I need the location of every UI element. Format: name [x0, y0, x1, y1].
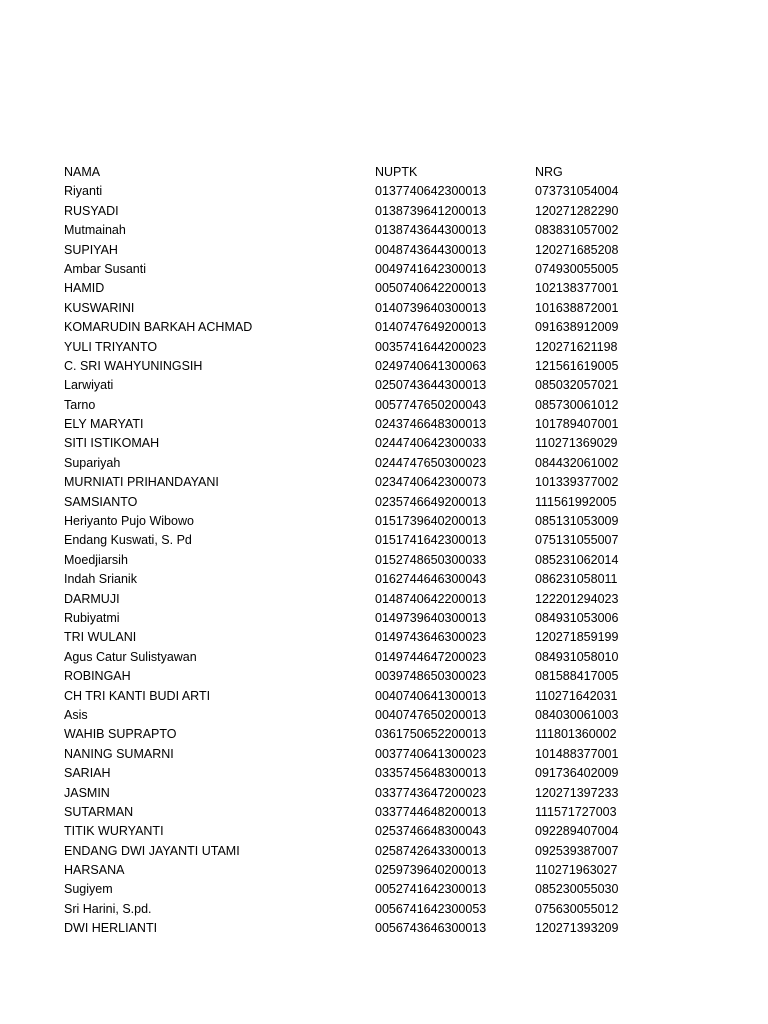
- cell-nrg: 085230055030: [535, 882, 619, 897]
- cell-nama: SARIAH: [64, 766, 111, 781]
- cell-nrg: 122201294023: [535, 591, 619, 606]
- cell-nama: SUTARMAN: [64, 804, 134, 819]
- cell-nama: Larwiyati: [64, 378, 114, 393]
- cell-nama: C. SRI WAHYUNINGSIH: [64, 358, 203, 373]
- cell-nrg: 085730061012: [535, 397, 619, 412]
- cell-nuptk: 0249740641300063: [375, 358, 487, 373]
- table-row: [64, 784, 744, 803]
- table-row: [64, 221, 744, 240]
- cell-nama: Endang Kuswati, S. Pd: [64, 533, 192, 548]
- table-row: [64, 434, 744, 453]
- cell-nuptk: 0335745648300013: [375, 766, 487, 781]
- cell-nuptk: 0250743644300013: [375, 378, 487, 393]
- cell-nama: Sugiyem: [64, 882, 113, 897]
- cell-nama: KOMARUDIN BARKAH ACHMAD: [64, 320, 253, 335]
- column-header-nuptk: NUPTK: [375, 165, 418, 179]
- table-row: [64, 415, 744, 434]
- cell-nuptk: 0244740642300033: [375, 436, 487, 451]
- table-row: [64, 357, 744, 376]
- cell-nuptk: 0151739640200013: [375, 514, 487, 529]
- cell-nuptk: 0052741642300013: [375, 882, 487, 897]
- cell-nama: YULI TRIYANTO: [64, 339, 158, 354]
- cell-nuptk: 0234740642300073: [375, 475, 487, 490]
- cell-nrg: 120271282290: [535, 203, 619, 218]
- table-body: [64, 182, 744, 938]
- cell-nuptk: 0152748650300033: [375, 552, 487, 567]
- cell-nrg: 084931058010: [535, 649, 619, 664]
- cell-nama: Riyanti: [64, 184, 103, 199]
- table-row: [64, 590, 744, 609]
- cell-nuptk: 0057747650200043: [375, 397, 487, 412]
- cell-nuptk: 0050740642200013: [375, 281, 487, 296]
- cell-nrg: 111801360002: [535, 727, 617, 742]
- cell-nrg: 085032057021: [535, 378, 619, 393]
- cell-nuptk: 0037740641300023: [375, 746, 487, 761]
- cell-nama: KUSWARINI: [64, 300, 135, 315]
- cell-nrg: 121561619005: [535, 358, 619, 373]
- cell-nuptk: 0259739640200013: [375, 863, 487, 878]
- table-row: [64, 803, 744, 822]
- cell-nrg: 073731054004: [535, 184, 619, 199]
- table-row: [64, 822, 744, 841]
- cell-nama: Asis: [64, 707, 88, 722]
- cell-nama: ENDANG DWI JAYANTI UTAMI: [64, 843, 240, 858]
- cell-nrg: 101488377001: [535, 746, 619, 761]
- cell-nama: TRI WULANI: [64, 630, 137, 645]
- table-row: [64, 299, 744, 318]
- cell-nama: HAMID: [64, 281, 105, 296]
- table-row: [64, 609, 744, 628]
- table-row: [64, 628, 744, 647]
- cell-nrg: 110271963027: [535, 863, 618, 878]
- cell-nama: Tarno: [64, 397, 96, 412]
- cell-nrg: 101339377002: [535, 475, 619, 490]
- cell-nrg: 074930055005: [535, 261, 619, 276]
- table-row: [64, 279, 744, 298]
- cell-nuptk: 0035741644200023: [375, 339, 487, 354]
- cell-nrg: 120271397233: [535, 785, 619, 800]
- cell-nama: Moedjiarsih: [64, 552, 128, 567]
- cell-nuptk: 0243746648300013: [375, 417, 487, 432]
- cell-nama: RUSYADI: [64, 203, 119, 218]
- cell-nama: NANING SUMARNI: [64, 746, 174, 761]
- cell-nuptk: 0137740642300013: [375, 184, 487, 199]
- cell-nrg: 091638912009: [535, 320, 619, 335]
- cell-nuptk: 0253746648300043: [375, 824, 487, 839]
- table-row: [64, 648, 744, 667]
- cell-nama: Agus Catur Sulistyawan: [64, 649, 197, 664]
- cell-nrg: 075131055007: [535, 533, 619, 548]
- cell-nama: Sri Harini, S.pd.: [64, 901, 152, 916]
- table-row: [64, 842, 744, 861]
- cell-nuptk: 0056741642300053: [375, 901, 487, 916]
- table-row: [64, 396, 744, 415]
- cell-nuptk: 0040747650200013: [375, 707, 487, 722]
- table-row: [64, 745, 744, 764]
- cell-nuptk: 0361750652200013: [375, 727, 487, 742]
- table-row: [64, 182, 744, 201]
- cell-nrg: 110271369029: [535, 436, 618, 451]
- cell-nama: HARSANA: [64, 863, 125, 878]
- cell-nrg: 075630055012: [535, 901, 619, 916]
- cell-nuptk: 0140739640300013: [375, 300, 487, 315]
- cell-nama: JASMIN: [64, 785, 110, 800]
- table-row: [64, 667, 744, 686]
- table-row: [64, 880, 744, 899]
- table-row: [64, 241, 744, 260]
- cell-nrg: 120271393209: [535, 921, 619, 936]
- cell-nuptk: 0235746649200013: [375, 494, 487, 509]
- cell-nrg: 085231062014: [535, 552, 619, 567]
- cell-nama: SAMSIANTO: [64, 494, 138, 509]
- cell-nrg: 102138377001: [535, 281, 619, 296]
- teacher-table: [64, 163, 744, 939]
- cell-nuptk: 0244747650300023: [375, 455, 487, 470]
- cell-nuptk: 0056743646300013: [375, 921, 487, 936]
- cell-nuptk: 0258742643300013: [375, 843, 487, 858]
- cell-nama: WAHIB SUPRAPTO: [64, 727, 177, 742]
- table-row: [64, 338, 744, 357]
- cell-nrg: 091736402009: [535, 766, 619, 781]
- cell-nrg: 081588417005: [535, 669, 619, 684]
- cell-nuptk: 0039748650300023: [375, 669, 487, 684]
- cell-nrg: 101789407001: [535, 417, 619, 432]
- cell-nrg: 092539387007: [535, 843, 619, 858]
- cell-nrg: 120271621198: [535, 339, 618, 354]
- cell-nrg: 111571727003: [535, 804, 617, 819]
- cell-nrg: 084030061003: [535, 707, 619, 722]
- cell-nuptk: 0140747649200013: [375, 320, 487, 335]
- cell-nuptk: 0138743644300013: [375, 223, 487, 238]
- cell-nama: SUPIYAH: [64, 242, 118, 257]
- cell-nuptk: 0138739641200013: [375, 203, 487, 218]
- table-row: [64, 473, 744, 492]
- cell-nama: SITI ISTIKOMAH: [64, 436, 160, 451]
- table-row: [64, 725, 744, 744]
- cell-nama: DWI HERLIANTI: [64, 921, 158, 936]
- cell-nama: CH TRI KANTI BUDI ARTI: [64, 688, 211, 703]
- cell-nama: ROBINGAH: [64, 669, 131, 684]
- cell-nuptk: 0048743644300013: [375, 242, 487, 257]
- cell-nama: Supariyah: [64, 455, 121, 470]
- cell-nuptk: 0149744647200023: [375, 649, 487, 664]
- cell-nuptk: 0162744646300043: [375, 572, 487, 587]
- cell-nrg: 084931053006: [535, 610, 619, 625]
- table-row: [64, 919, 744, 938]
- cell-nama: Indah Srianik: [64, 572, 137, 587]
- cell-nuptk: 0049741642300013: [375, 261, 487, 276]
- cell-nuptk: 0337744648200013: [375, 804, 487, 819]
- cell-nuptk: 0149739640300013: [375, 610, 487, 625]
- column-header-nrg: NRG: [535, 165, 563, 179]
- cell-nrg: 120271859199: [535, 630, 619, 645]
- cell-nama: DARMUJI: [64, 591, 120, 606]
- table-row: [64, 900, 744, 919]
- cell-nama: Heriyanto Pujo Wibowo: [64, 514, 194, 529]
- table-row: [64, 861, 744, 880]
- table-row: [64, 260, 744, 279]
- table-row: [64, 493, 744, 512]
- cell-nama: TITIK WURYANTI: [64, 824, 164, 839]
- table-row: [64, 687, 744, 706]
- cell-nrg: 092289407004: [535, 824, 619, 839]
- table-row: [64, 202, 744, 221]
- cell-nrg: 111561992005: [535, 494, 617, 509]
- table-row: [64, 376, 744, 395]
- column-header-nama: NAMA: [64, 165, 101, 179]
- cell-nuptk: 0040740641300013: [375, 688, 487, 703]
- cell-nuptk: 0149743646300023: [375, 630, 487, 645]
- cell-nrg: 083831057002: [535, 223, 619, 238]
- cell-nama: Rubiyatmi: [64, 610, 120, 625]
- cell-nrg: 084432061002: [535, 455, 619, 470]
- table-row: [64, 512, 744, 531]
- cell-nrg: 085131053009: [535, 514, 619, 529]
- cell-nuptk: 0151741642300013: [375, 533, 487, 548]
- cell-nrg: 101638872001: [535, 300, 619, 315]
- table-row: [64, 531, 744, 550]
- cell-nuptk: 0148740642200013: [375, 591, 487, 606]
- cell-nama: ELY MARYATI: [64, 417, 144, 432]
- cell-nama: MURNIATI PRIHANDAYANI: [64, 475, 219, 490]
- cell-nrg: 086231058011: [535, 572, 618, 587]
- cell-nrg: 120271685208: [535, 242, 619, 257]
- cell-nrg: 110271642031: [535, 688, 618, 703]
- table-row: [64, 551, 744, 570]
- table-row: [64, 454, 744, 473]
- cell-nuptk: 0337743647200023: [375, 785, 487, 800]
- cell-nama: Ambar Susanti: [64, 261, 146, 276]
- table-header-row: [64, 163, 744, 182]
- table-row: [64, 318, 744, 337]
- cell-nama: Mutmainah: [64, 223, 126, 238]
- table-row: [64, 570, 744, 589]
- table-row: [64, 764, 744, 783]
- table-row: [64, 706, 744, 725]
